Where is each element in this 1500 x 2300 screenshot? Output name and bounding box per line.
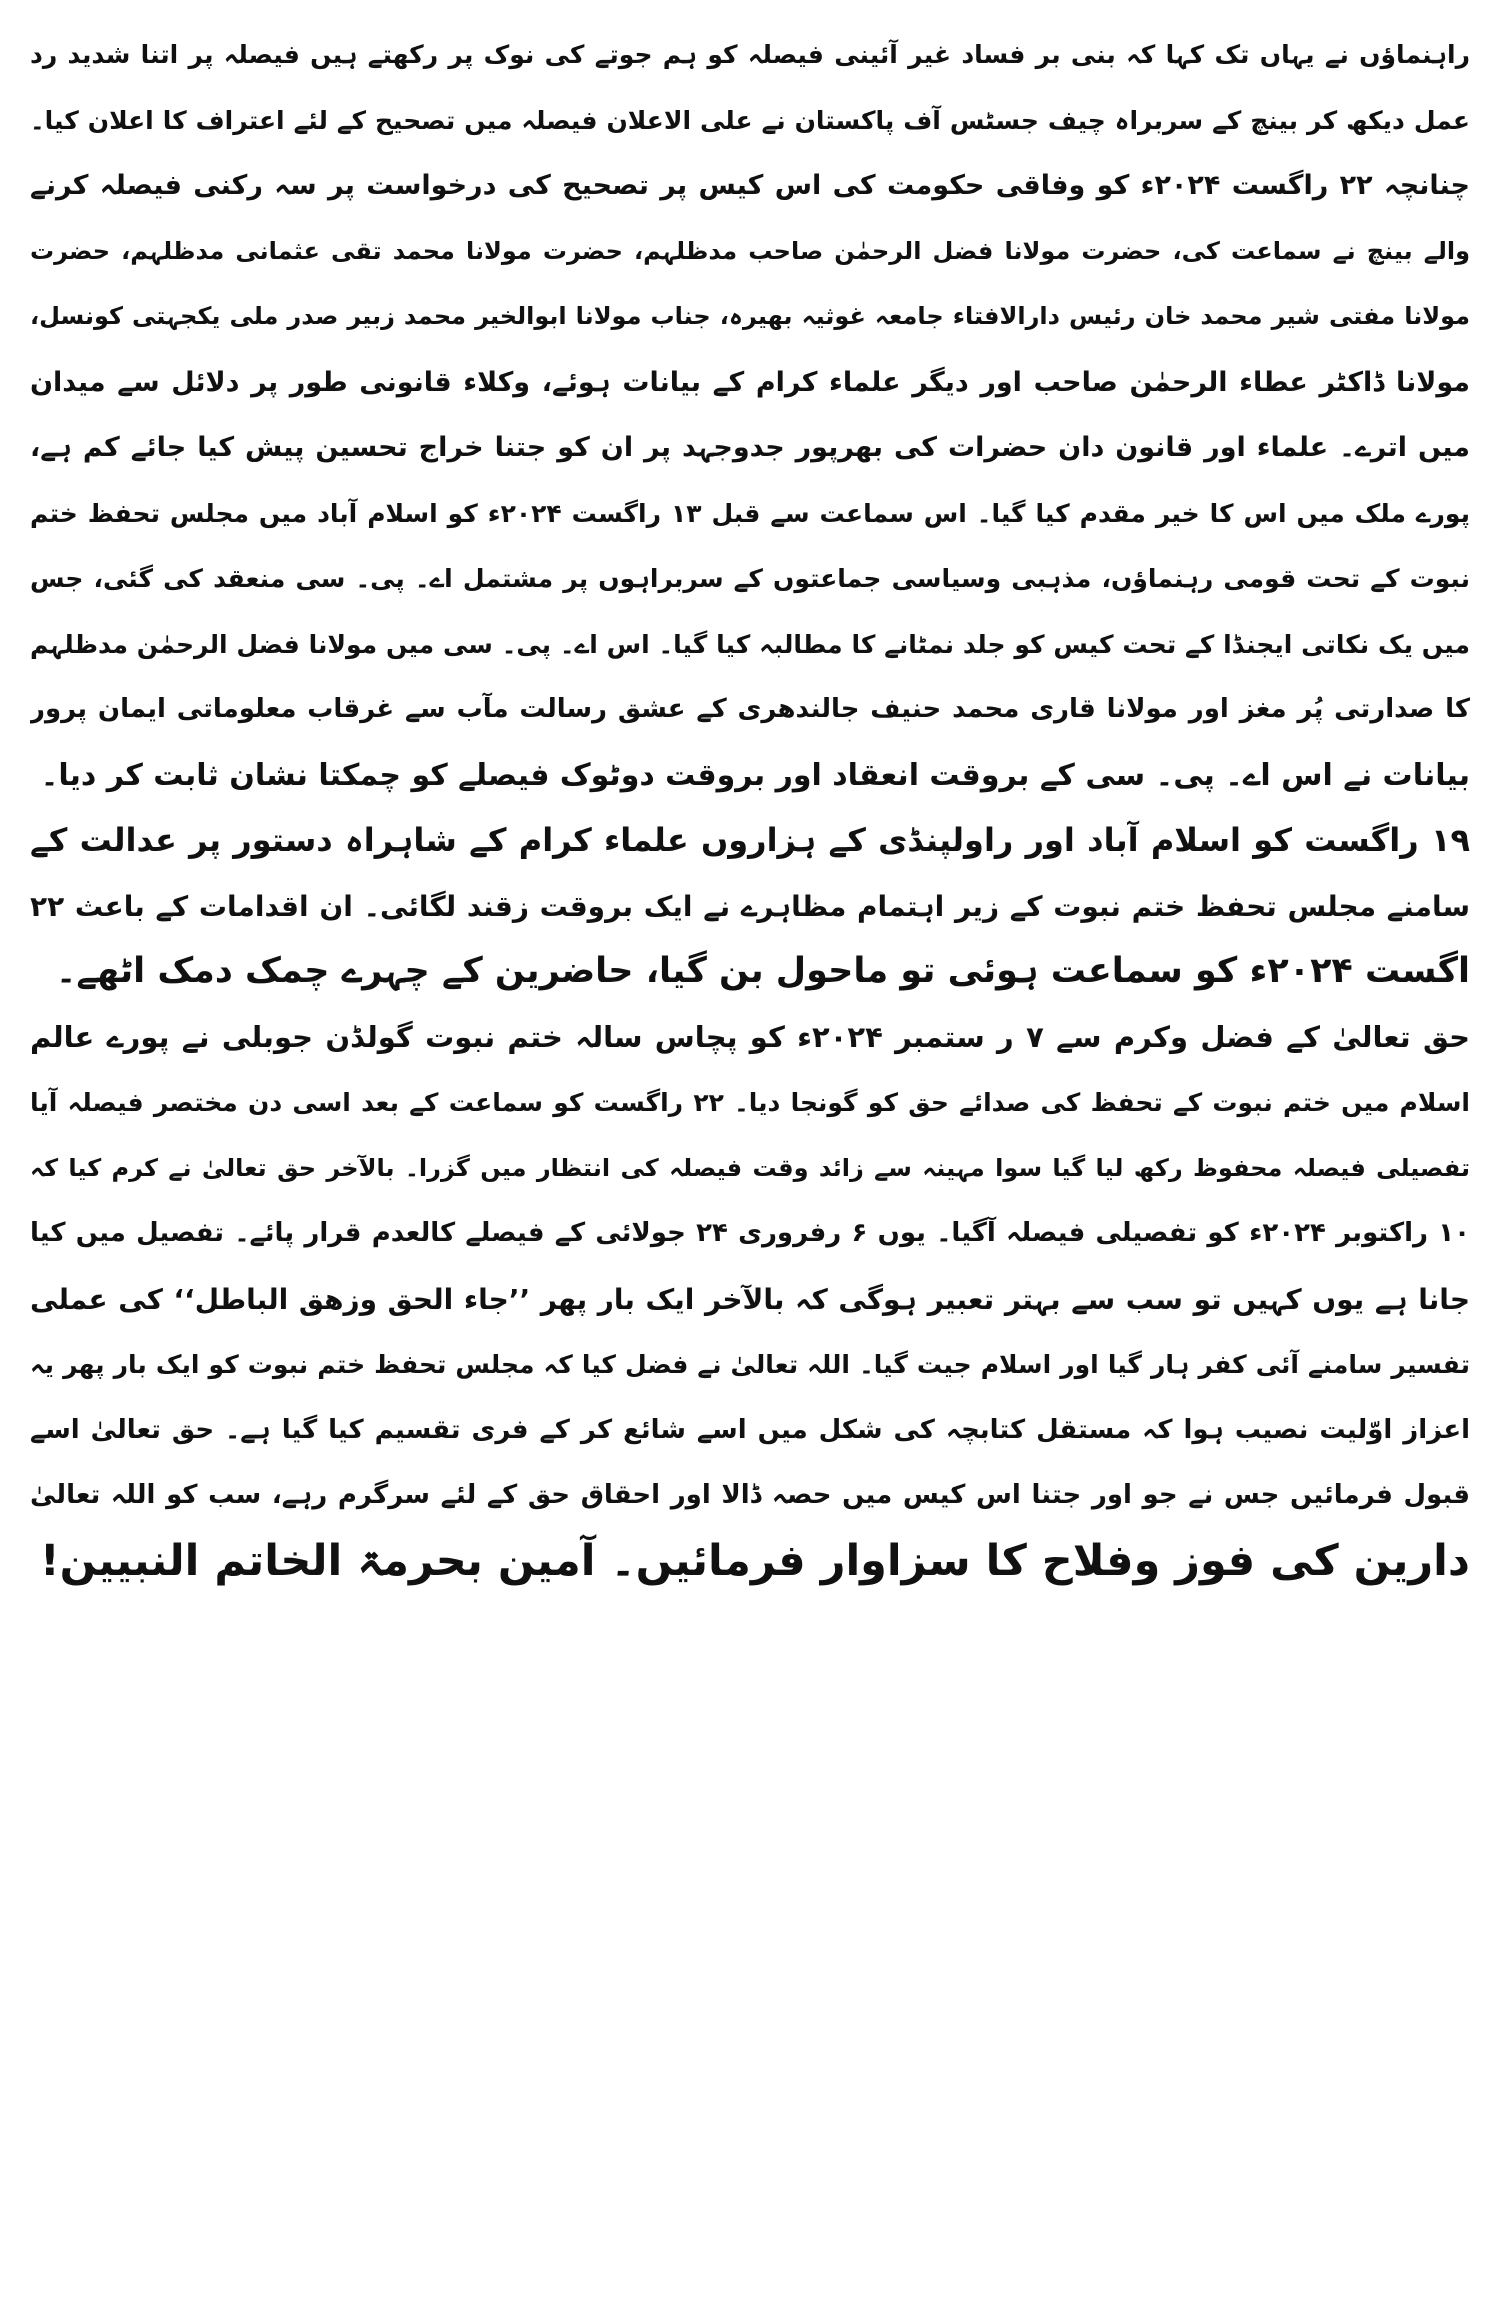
text-line: والے بینچ نے سماعت کی، حضرت مولانا فضل الرحمٰن صاحب مدظلہم، حضرت مولانا محمد تقی عثمانی مدظلہم، حضرت <box>30 236 1470 265</box>
text-line: نبوت کے تحت قومی رہنماؤں، مذہبی وسیاسی جماعتوں کے سربراہوں پر مشتمل اے۔ پی۔ سی منعقد کی گئی، جس <box>30 564 1470 593</box>
text-line: ۱۰ راکتوبر ۲۰۲۴ء کو تفصیلی فیصلہ آگیا۔ یوں ۶ رفروری ۲۴ جولائی کے فیصلے کالعدم قرار پائے۔ تفصیل میں کیا <box>30 1218 1470 1248</box>
document-page <box>30 22 1470 2282</box>
text-line: مولانا ڈاکٹر عطاء الرحمٰن صاحب اور دیگر علماء کرام کے بیانات ہوئے، وکلاء قانونی طور پر دلائل سے میدان <box>30 366 1470 398</box>
text-line: اعزاز اوّلیت نصیب ہوا کہ مستقل کتابچہ کی شکل میں اسے شائع کر کے فری تقسیم کیا گیا ہے۔ حق تعالیٰ اسے <box>30 1414 1470 1445</box>
paragraph-last-line: دارین کی فوز وفلاح کا سزاوار فرمائیں۔ آمین بحرمۃ الخاتم النبیین! <box>39 1535 1470 1586</box>
text-line: مولانا مفتی شیر محمد خان رئیس دارالافتاء جامعہ غوثیہ بھیرہ، جناب مولانا ابوالخیر محمد زبیر صدر ملی یکجہتی کونسل، <box>30 302 1470 330</box>
text-line: تفسیر سامنے آئی کفر ہار گیا اور اسلام جیت گیا۔ اللہ تعالیٰ نے فضل کیا کہ مجلس تحفظ ختم نبوت کو ایک بار پھر یہ <box>30 1350 1470 1379</box>
text-line: جانا ہے یوں کہیں تو سب سے بہتر تعبیر ہوگی کہ بالآخر ایک بار پھر ’’جاء الحق وزھق الباطل‘‘ کی عملی <box>30 1282 1470 1316</box>
text-line: میں یک نکاتی ایجنڈا کے تحت کیس کو جلد نمٹانے کا مطالبہ کیا گیا۔ اس اے۔ پی۔ سی میں مولانا فضل الرحمٰن مدظلہم <box>30 629 1470 659</box>
text-line: اسلام میں ختم نبوت کے تحفظ کی صدائے حق کو گونجا دیا۔ ۲۲ راگست کو سماعت کے بعد اسی دن مختصر فیصلہ آیا <box>30 1088 1470 1117</box>
text-line: قبول فرمائیں جس نے جو اور جتنا اس کیس میں حصہ ڈالا اور احقاق حق کے لئے سرگرم رہے، سب کو اللہ تعالیٰ <box>30 1480 1470 1510</box>
text-line: ۱۹ راگست کو اسلام آباد اور راولپنڈی کے ہزاروں علماء کرام کے شاہراہ دستور پر عدالت کے <box>30 821 1470 859</box>
text-line: حق تعالیٰ کے فضل وکرم سے ۷ ر ستمبر ۲۰۲۴ء کو پچاس سالہ ختم نبوت گولڈن جوبلی نے پورے عالم <box>30 1019 1470 1054</box>
text-line: راہنماؤں نے یہاں تک کہا کہ بنی بر فساد غیر آئینی فیصلہ کو ہم جوتے کی نوک پر رکھتے ہیں فیصلہ پر اتنا شدید رد <box>30 40 1470 69</box>
paragraph-last-line: بیانات نے اس اے۔ پی۔ سی کے بروقت انعقاد اور بروقت دوٹوک فیصلے کو چمکتا نشان ثابت کر دیا۔ <box>40 757 1470 793</box>
text-line: پورے ملک میں اس کا خیر مقدم کیا گیا۔ اس سماعت سے قبل ۱۳ راگست ۲۰۲۴ء کو اسلام آباد میں مجلس تحفظ ختم <box>30 498 1470 528</box>
text-line: کا صدارتی پُر مغز اور مولانا قاری محمد حنیف جالندھری کے عشق رسالت مآب سے غرقاب معلوماتی ایمان پرور <box>30 694 1470 724</box>
paragraph-last-line: اگست ۲۰۲۴ء کو سماعت ہوئی تو ماحول بن گیا، حاضرین کے چہرے چمک دمک اٹھے۔ <box>55 951 1470 991</box>
text-line: عمل دیکھ کر بینچ کے سربراہ چیف جسٹس آف پاکستان نے علی الاعلان فیصلہ میں تصحیح کے لئے اعتراف کا اعلان کیا۔ <box>30 105 1470 135</box>
text-line: تفصیلی فیصلہ محفوظ رکھ لیا گیا سوا مہینہ سے زائد وقت فیصلہ کی انتظار میں گزرا۔ بالآخر حق تعالیٰ نے کرم کیا کہ <box>30 1153 1470 1182</box>
text-line: میں اترے۔ علماء اور قانون دان حضرات کی بھرپور جدوجہد پر ان کو جتنا خراج تحسین پیش کیا جائے کم ہے، <box>30 432 1470 463</box>
text-line: چنانچہ ۲۲ راگست ۲۰۲۴ء کو وفاقی حکومت کی اس کیس پر تصحیح کی درخواست پر سہ رکنی فیصلہ کرنے <box>30 170 1470 201</box>
text-line: سامنے مجلس تحفظ ختم نبوت کے زیر اہتمام مظاہرے نے ایک بروقت زقند لگائی۔ ان اقدامات کے باعث ۲۲ <box>30 889 1470 923</box>
